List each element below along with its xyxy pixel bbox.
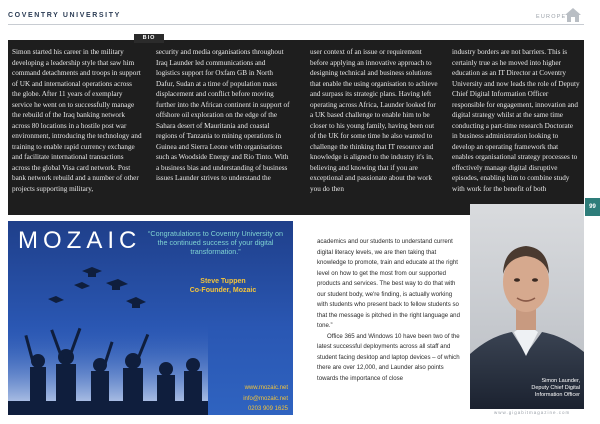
bio-column-2: security and media organisations throughout Iraq Launder led communications and logistics support for Oxfam GB in North Dafur, Sudan at a time of population mass displacement and conflict before moving further into the African continent in support of offshore oil exploration on the edge of the Sahara desert of Mauritania and coastal regions of Tanzania to mining operations in Guinea and Sierra Leone with organisations such as Woodside Energy and Rio Tinto. With a business bias and understanding of business issues Launder strives to understand the [156,48,290,182]
bio-panel [8,40,584,215]
advert-phone: 0203 909 1625 [247,406,288,412]
header-divider [8,24,584,25]
region-label: EUROPE [536,14,567,20]
advert-email-link[interactable]: info@mozaic.net [243,395,288,402]
advert-person-role: Co-Founder, Mozaic [189,287,257,294]
mozaic-logo: MOZAIC [18,227,142,254]
article-body [317,237,463,384]
advert-contact [208,383,288,415]
photo-caption-name: Simon Launder, [541,378,580,384]
bio-column-4: industry borders are not barriers. This is certainly true as he moved into higher education as an IT Director at Coventry University and now leads the role of Deputy Chief Digital Information Officer responsible for engagement, innovation and digital strategy whilst at the same time conducting a part-time research Doctorate in business administration looking to develop an operating framework that enables organisational strategy processes to effectively manage digital disruptive episodes, enabling him to combine study with work for the benefit of both [452,48,580,193]
page-number: 99 [585,198,600,216]
bio-column-1: Simon started his career in the military developing a leadership style that saw him command detachments and troops in support of UK and international operations across the globe. After 11 years of exemplary service he went on to successfully manage the rebuild of the Iraq banking network across 80 locations in a hostile post war environment, introducing the technology and training to enable rapid currency exchange and facilitate international transactions across the global Visa card network. Post bank network rebuild and a number of other projects supporting military, [12,48,142,193]
bio-tag: BIO [134,34,164,43]
advert-website-link[interactable]: www.mozaic.net [244,385,288,391]
advert-attribution [173,277,273,295]
article-paragraph: Office 365 and Windows 10 have been two of the latest successful deployments across all staff and student facing desktop and laptop devices – of which there are over 12,000, and Launder also points towards the importance of close [317,332,460,382]
advert-quote: “Congratulations to Coventry University on the continued success of your digital transformation.” [147,229,284,256]
magazine-url[interactable]: www.gigabitmagazine.com [494,410,571,415]
mozaic-advert[interactable] [8,221,293,415]
home-icon[interactable] [564,7,582,23]
magazine-section-title: COVENTRY UNIVERSITY [8,12,121,19]
photo-caption-role: Deputy Chief Digital Information Officer [531,385,580,398]
photo-caption [522,378,580,399]
bio-column-3: user context of an issue or requirement before applying an innovative approach to designing technical and business solutions that enable the using organisation to achieve and surpass its strategic plans. Having left operating across Africa, Launder looked for a UK based challenge to enable him to be closer to his young family, having been out of the UK for some time he also wanted to challenge the thinking that IT resource and knowledge is aligned to the industry it's in, believing and knowing that if you are exceptional and passionate about the work you do then [310,48,438,193]
advert-person-name: Steve Tuppen [200,278,246,285]
article-paragraph: academics and our students to understand current digital literacy levels, we are then taking that knowledge to promote, train and educate at the right level on how to get the most from our supported products and services. The best way to do that with our student body, we're finding, is actually working with students who present back to fellow students so that the message is pitched in the right language and tone.” [317,238,460,329]
